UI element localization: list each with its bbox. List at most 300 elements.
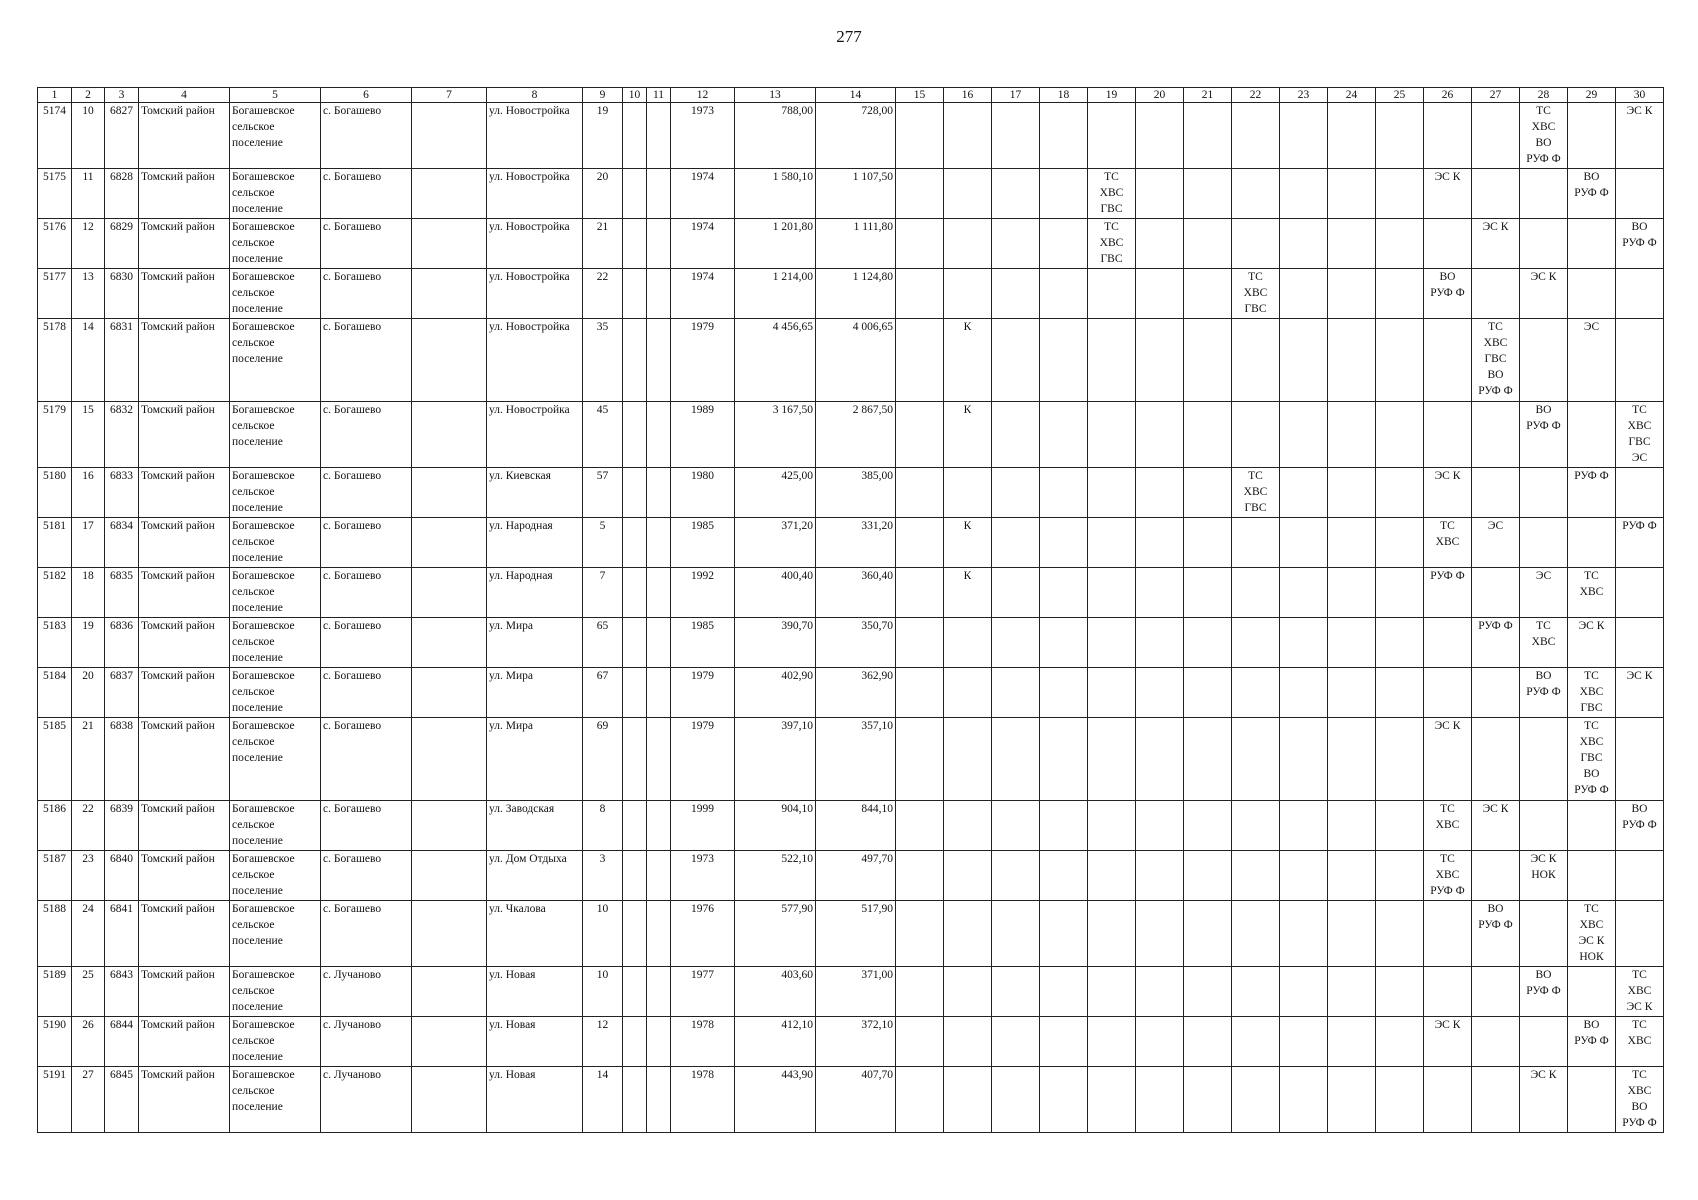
cell-col-8: ул. Новая — [487, 1067, 583, 1133]
cell-col-26 — [1424, 319, 1472, 402]
cell-col-20 — [1136, 718, 1184, 801]
cell-col-13: 1 580,10 — [735, 169, 816, 219]
cell-col-25 — [1376, 1017, 1424, 1067]
cell-col-28 — [1520, 219, 1568, 269]
cell-col-8: ул. Мира — [487, 668, 583, 718]
cell-col-3: 6829 — [105, 219, 139, 269]
cell-col-11 — [647, 518, 671, 568]
cell-col-30: ЭС К — [1616, 103, 1664, 169]
cell-col-27: ЭС — [1472, 518, 1520, 568]
cell-col-20 — [1136, 851, 1184, 901]
cell-col-30: ТС ХВС ЭС К — [1616, 967, 1664, 1017]
cell-col-18 — [1040, 468, 1088, 518]
cell-col-6: с. Богашево — [321, 901, 412, 967]
cell-col-8: ул. Новостройка — [487, 169, 583, 219]
cell-col-28: ЭС — [1520, 568, 1568, 618]
cell-col-12: 1978 — [671, 1067, 735, 1133]
cell-col-2: 14 — [72, 319, 105, 402]
cell-col-15 — [896, 169, 944, 219]
cell-col-16 — [944, 967, 992, 1017]
cell-col-17 — [992, 468, 1040, 518]
cell-col-3: 6832 — [105, 402, 139, 468]
cell-col-10 — [623, 901, 647, 967]
cell-col-27 — [1472, 851, 1520, 901]
cell-col-12: 1976 — [671, 901, 735, 967]
cell-col-19 — [1088, 668, 1136, 718]
cell-col-7 — [412, 801, 487, 851]
table-row — [38, 319, 1664, 402]
cell-col-16 — [944, 668, 992, 718]
cell-col-8: ул. Дом Отдыха — [487, 851, 583, 901]
cell-col-15 — [896, 967, 944, 1017]
cell-col-25 — [1376, 468, 1424, 518]
table-row — [38, 801, 1664, 851]
cell-col-11 — [647, 319, 671, 402]
cell-col-2: 12 — [72, 219, 105, 269]
cell-col-17 — [992, 718, 1040, 801]
cell-col-10 — [623, 1017, 647, 1067]
cell-col-3: 6844 — [105, 1017, 139, 1067]
cell-col-30 — [1616, 269, 1664, 319]
cell-col-7 — [412, 103, 487, 169]
cell-col-23 — [1280, 967, 1328, 1017]
table-row — [38, 718, 1664, 801]
cell-col-11 — [647, 169, 671, 219]
column-header-29: 29 — [1568, 88, 1616, 103]
cell-col-28 — [1520, 1017, 1568, 1067]
cell-col-23 — [1280, 402, 1328, 468]
cell-col-14: 1 107,50 — [816, 169, 896, 219]
cell-col-13: 390,70 — [735, 618, 816, 668]
cell-col-28 — [1520, 468, 1568, 518]
cell-col-16 — [944, 269, 992, 319]
cell-col-26 — [1424, 901, 1472, 967]
cell-col-28 — [1520, 718, 1568, 801]
cell-col-9: 35 — [583, 319, 623, 402]
cell-col-3: 6839 — [105, 801, 139, 851]
cell-col-9: 22 — [583, 269, 623, 319]
table-row — [38, 269, 1664, 319]
cell-col-5: Богашевское сельское поселение — [230, 219, 321, 269]
column-header-10: 10 — [623, 88, 647, 103]
cell-col-2: 19 — [72, 618, 105, 668]
cell-col-16: К — [944, 402, 992, 468]
cell-col-16 — [944, 901, 992, 967]
column-header-11: 11 — [647, 88, 671, 103]
cell-col-4: Томский район — [139, 568, 230, 618]
cell-col-15 — [896, 219, 944, 269]
cell-col-9: 7 — [583, 568, 623, 618]
cell-col-18 — [1040, 618, 1088, 668]
cell-col-22 — [1232, 618, 1280, 668]
cell-col-2: 23 — [72, 851, 105, 901]
cell-col-4: Томский район — [139, 319, 230, 402]
cell-col-13: 4 456,65 — [735, 319, 816, 402]
cell-col-19 — [1088, 618, 1136, 668]
cell-col-9: 12 — [583, 1017, 623, 1067]
cell-col-30 — [1616, 468, 1664, 518]
cell-col-19 — [1088, 718, 1136, 801]
cell-col-11 — [647, 967, 671, 1017]
cell-col-23 — [1280, 618, 1328, 668]
cell-col-21 — [1184, 518, 1232, 568]
cell-col-25 — [1376, 851, 1424, 901]
cell-col-28: ВО РУФ Ф — [1520, 967, 1568, 1017]
cell-col-15 — [896, 901, 944, 967]
cell-col-29: ЭС — [1568, 319, 1616, 402]
table-row — [38, 618, 1664, 668]
cell-col-25 — [1376, 402, 1424, 468]
cell-col-6: с. Богашево — [321, 402, 412, 468]
cell-col-19 — [1088, 319, 1136, 402]
cell-col-21 — [1184, 219, 1232, 269]
cell-col-22 — [1232, 1067, 1280, 1133]
cell-col-13: 443,90 — [735, 1067, 816, 1133]
column-header-3: 3 — [105, 88, 139, 103]
cell-col-20 — [1136, 668, 1184, 718]
cell-col-28 — [1520, 901, 1568, 967]
table-row — [38, 851, 1664, 901]
cell-col-3: 6845 — [105, 1067, 139, 1133]
cell-col-4: Томский район — [139, 618, 230, 668]
cell-col-6: с. Богашево — [321, 518, 412, 568]
cell-col-5: Богашевское сельское поселение — [230, 269, 321, 319]
cell-col-30: РУФ Ф — [1616, 518, 1664, 568]
cell-col-1: 5190 — [38, 1017, 72, 1067]
cell-col-11 — [647, 1067, 671, 1133]
cell-col-21 — [1184, 402, 1232, 468]
cell-col-6: с. Богашево — [321, 103, 412, 169]
cell-col-21 — [1184, 718, 1232, 801]
cell-col-6: с. Богашево — [321, 568, 412, 618]
cell-col-7 — [412, 851, 487, 901]
cell-col-29: ТС ХВС ГВС ВО РУФ Ф — [1568, 718, 1616, 801]
cell-col-29: РУФ Ф — [1568, 468, 1616, 518]
cell-col-24 — [1328, 468, 1376, 518]
cell-col-15 — [896, 518, 944, 568]
cell-col-18 — [1040, 1017, 1088, 1067]
cell-col-12: 1974 — [671, 269, 735, 319]
cell-col-18 — [1040, 169, 1088, 219]
cell-col-19 — [1088, 103, 1136, 169]
cell-col-7 — [412, 468, 487, 518]
cell-col-29 — [1568, 219, 1616, 269]
cell-col-16 — [944, 851, 992, 901]
cell-col-1: 5188 — [38, 901, 72, 967]
cell-col-20 — [1136, 402, 1184, 468]
cell-col-23 — [1280, 518, 1328, 568]
cell-col-22 — [1232, 402, 1280, 468]
cell-col-19 — [1088, 801, 1136, 851]
cell-col-18 — [1040, 801, 1088, 851]
cell-col-23 — [1280, 103, 1328, 169]
cell-col-15 — [896, 468, 944, 518]
cell-col-2: 24 — [72, 901, 105, 967]
cell-col-18 — [1040, 967, 1088, 1017]
cell-col-21 — [1184, 103, 1232, 169]
cell-col-12: 1973 — [671, 103, 735, 169]
cell-col-17 — [992, 518, 1040, 568]
cell-col-27: РУФ Ф — [1472, 618, 1520, 668]
cell-col-7 — [412, 1067, 487, 1133]
cell-col-29: ЭС К — [1568, 618, 1616, 668]
cell-col-24 — [1328, 801, 1376, 851]
cell-col-12: 1985 — [671, 618, 735, 668]
cell-col-17 — [992, 901, 1040, 967]
cell-col-3: 6836 — [105, 618, 139, 668]
cell-col-9: 67 — [583, 668, 623, 718]
cell-col-7 — [412, 169, 487, 219]
cell-col-1: 5181 — [38, 518, 72, 568]
cell-col-8: ул. Новая — [487, 1017, 583, 1067]
cell-col-12: 1977 — [671, 967, 735, 1017]
cell-col-30 — [1616, 618, 1664, 668]
column-header-14: 14 — [816, 88, 896, 103]
cell-col-11 — [647, 901, 671, 967]
cell-col-6: с. Лучаново — [321, 1067, 412, 1133]
cell-col-3: 6838 — [105, 718, 139, 801]
cell-col-18 — [1040, 568, 1088, 618]
cell-col-17 — [992, 169, 1040, 219]
cell-col-15 — [896, 1067, 944, 1133]
cell-col-29 — [1568, 801, 1616, 851]
cell-col-15 — [896, 319, 944, 402]
cell-col-22 — [1232, 967, 1280, 1017]
cell-col-7 — [412, 518, 487, 568]
cell-col-6: с. Богашево — [321, 801, 412, 851]
cell-col-24 — [1328, 568, 1376, 618]
cell-col-9: 14 — [583, 1067, 623, 1133]
cell-col-22 — [1232, 1017, 1280, 1067]
cell-col-14: 357,10 — [816, 718, 896, 801]
cell-col-10 — [623, 718, 647, 801]
cell-col-3: 6841 — [105, 901, 139, 967]
cell-col-15 — [896, 269, 944, 319]
cell-col-27 — [1472, 718, 1520, 801]
cell-col-3: 6837 — [105, 668, 139, 718]
table-row — [38, 169, 1664, 219]
cell-col-20 — [1136, 103, 1184, 169]
cell-col-22 — [1232, 668, 1280, 718]
cell-col-15 — [896, 103, 944, 169]
cell-col-11 — [647, 568, 671, 618]
cell-col-19 — [1088, 568, 1136, 618]
cell-col-5: Богашевское сельское поселение — [230, 568, 321, 618]
cell-col-10 — [623, 518, 647, 568]
cell-col-12: 1973 — [671, 851, 735, 901]
cell-col-23 — [1280, 1067, 1328, 1133]
cell-col-26 — [1424, 1067, 1472, 1133]
cell-col-25 — [1376, 219, 1424, 269]
cell-col-21 — [1184, 169, 1232, 219]
cell-col-25 — [1376, 801, 1424, 851]
cell-col-29 — [1568, 1067, 1616, 1133]
cell-col-5: Богашевское сельское поселение — [230, 618, 321, 668]
cell-col-10 — [623, 1067, 647, 1133]
cell-col-10 — [623, 103, 647, 169]
cell-col-10 — [623, 618, 647, 668]
cell-col-3: 6833 — [105, 468, 139, 518]
column-header-22: 22 — [1232, 88, 1280, 103]
cell-col-6: с. Богашево — [321, 468, 412, 518]
cell-col-10 — [623, 801, 647, 851]
cell-col-19 — [1088, 1067, 1136, 1133]
cell-col-29: ВО РУФ Ф — [1568, 169, 1616, 219]
cell-col-29: ТС ХВС ГВС — [1568, 668, 1616, 718]
cell-col-19: ТС ХВС ГВС — [1088, 169, 1136, 219]
cell-col-2: 13 — [72, 269, 105, 319]
cell-col-26 — [1424, 618, 1472, 668]
cell-col-16 — [944, 1017, 992, 1067]
column-header-4: 4 — [139, 88, 230, 103]
cell-col-18 — [1040, 219, 1088, 269]
cell-col-23 — [1280, 568, 1328, 618]
cell-col-13: 1 214,00 — [735, 269, 816, 319]
cell-col-28: ЭС К — [1520, 1067, 1568, 1133]
cell-col-21 — [1184, 568, 1232, 618]
cell-col-22 — [1232, 801, 1280, 851]
cell-col-20 — [1136, 901, 1184, 967]
cell-col-28 — [1520, 801, 1568, 851]
cell-col-7 — [412, 901, 487, 967]
cell-col-2: 18 — [72, 568, 105, 618]
cell-col-9: 5 — [583, 518, 623, 568]
cell-col-14: 371,00 — [816, 967, 896, 1017]
cell-col-28 — [1520, 518, 1568, 568]
cell-col-26 — [1424, 219, 1472, 269]
cell-col-21 — [1184, 269, 1232, 319]
cell-col-14: 385,00 — [816, 468, 896, 518]
cell-col-30: ТС ХВС — [1616, 1017, 1664, 1067]
cell-col-1: 5184 — [38, 668, 72, 718]
cell-col-25 — [1376, 901, 1424, 967]
cell-col-3: 6843 — [105, 967, 139, 1017]
cell-col-13: 425,00 — [735, 468, 816, 518]
cell-col-27 — [1472, 269, 1520, 319]
cell-col-5: Богашевское сельское поселение — [230, 402, 321, 468]
cell-col-28 — [1520, 319, 1568, 402]
cell-col-27: ТС ХВС ГВС ВО РУФ Ф — [1472, 319, 1520, 402]
cell-col-11 — [647, 851, 671, 901]
cell-col-27: ВО РУФ Ф — [1472, 901, 1520, 967]
cell-col-6: с. Богашево — [321, 618, 412, 668]
cell-col-28: ВО РУФ Ф — [1520, 668, 1568, 718]
cell-col-4: Томский район — [139, 801, 230, 851]
column-header-25: 25 — [1376, 88, 1424, 103]
cell-col-20 — [1136, 319, 1184, 402]
cell-col-2: 20 — [72, 668, 105, 718]
cell-col-5: Богашевское сельское поселение — [230, 1017, 321, 1067]
cell-col-29 — [1568, 518, 1616, 568]
column-number-row — [38, 88, 1664, 103]
column-header-28: 28 — [1520, 88, 1568, 103]
cell-col-18 — [1040, 518, 1088, 568]
cell-col-19 — [1088, 1017, 1136, 1067]
cell-col-23 — [1280, 269, 1328, 319]
cell-col-1: 5174 — [38, 103, 72, 169]
column-header-30: 30 — [1616, 88, 1664, 103]
cell-col-26: ТС ХВС — [1424, 801, 1472, 851]
cell-col-6: с. Богашево — [321, 851, 412, 901]
cell-col-2: 17 — [72, 518, 105, 568]
cell-col-20 — [1136, 618, 1184, 668]
cell-col-11 — [647, 103, 671, 169]
cell-col-22: ТС ХВС ГВС — [1232, 269, 1280, 319]
cell-col-5: Богашевское сельское поселение — [230, 103, 321, 169]
cell-col-22 — [1232, 518, 1280, 568]
cell-col-24 — [1328, 967, 1376, 1017]
cell-col-11 — [647, 668, 671, 718]
cell-col-24 — [1328, 851, 1376, 901]
cell-col-25 — [1376, 269, 1424, 319]
cell-col-15 — [896, 668, 944, 718]
cell-col-9: 57 — [583, 468, 623, 518]
cell-col-27 — [1472, 103, 1520, 169]
cell-col-28: ТС ХВС ВО РУФ Ф — [1520, 103, 1568, 169]
cell-col-23 — [1280, 901, 1328, 967]
table-row — [38, 518, 1664, 568]
cell-col-9: 21 — [583, 219, 623, 269]
cell-col-13: 3 167,50 — [735, 402, 816, 468]
cell-col-14: 331,20 — [816, 518, 896, 568]
cell-col-24 — [1328, 518, 1376, 568]
cell-col-15 — [896, 851, 944, 901]
cell-col-20 — [1136, 967, 1184, 1017]
cell-col-12: 1992 — [671, 568, 735, 618]
cell-col-11 — [647, 618, 671, 668]
cell-col-10 — [623, 851, 647, 901]
cell-col-21 — [1184, 967, 1232, 1017]
column-header-15: 15 — [896, 88, 944, 103]
column-header-2: 2 — [72, 88, 105, 103]
column-header-24: 24 — [1328, 88, 1376, 103]
cell-col-16 — [944, 718, 992, 801]
cell-col-21 — [1184, 1017, 1232, 1067]
cell-col-8: ул. Мира — [487, 718, 583, 801]
cell-col-19: ТС ХВС ГВС — [1088, 219, 1136, 269]
cell-col-17 — [992, 967, 1040, 1017]
cell-col-30: ТС ХВС ГВС ЭС — [1616, 402, 1664, 468]
cell-col-3: 6827 — [105, 103, 139, 169]
cell-col-1: 5180 — [38, 468, 72, 518]
cell-col-23 — [1280, 851, 1328, 901]
cell-col-7 — [412, 967, 487, 1017]
cell-col-6: с. Лучаново — [321, 967, 412, 1017]
cell-col-1: 5179 — [38, 402, 72, 468]
cell-col-16 — [944, 219, 992, 269]
cell-col-5: Богашевское сельское поселение — [230, 967, 321, 1017]
column-header-21: 21 — [1184, 88, 1232, 103]
cell-col-10 — [623, 219, 647, 269]
cell-col-20 — [1136, 568, 1184, 618]
cell-col-27 — [1472, 1017, 1520, 1067]
cell-col-12: 1985 — [671, 518, 735, 568]
cell-col-30 — [1616, 851, 1664, 901]
cell-col-13: 788,00 — [735, 103, 816, 169]
cell-col-5: Богашевское сельское поселение — [230, 518, 321, 568]
cell-col-1: 5177 — [38, 269, 72, 319]
cell-col-15 — [896, 801, 944, 851]
table-row — [38, 668, 1664, 718]
cell-col-27 — [1472, 668, 1520, 718]
cell-col-30: ТС ХВС ВО РУФ Ф — [1616, 1067, 1664, 1133]
cell-col-28: ЭС К НОК — [1520, 851, 1568, 901]
cell-col-10 — [623, 668, 647, 718]
column-header-18: 18 — [1040, 88, 1088, 103]
cell-col-18 — [1040, 851, 1088, 901]
column-header-27: 27 — [1472, 88, 1520, 103]
cell-col-3: 6828 — [105, 169, 139, 219]
